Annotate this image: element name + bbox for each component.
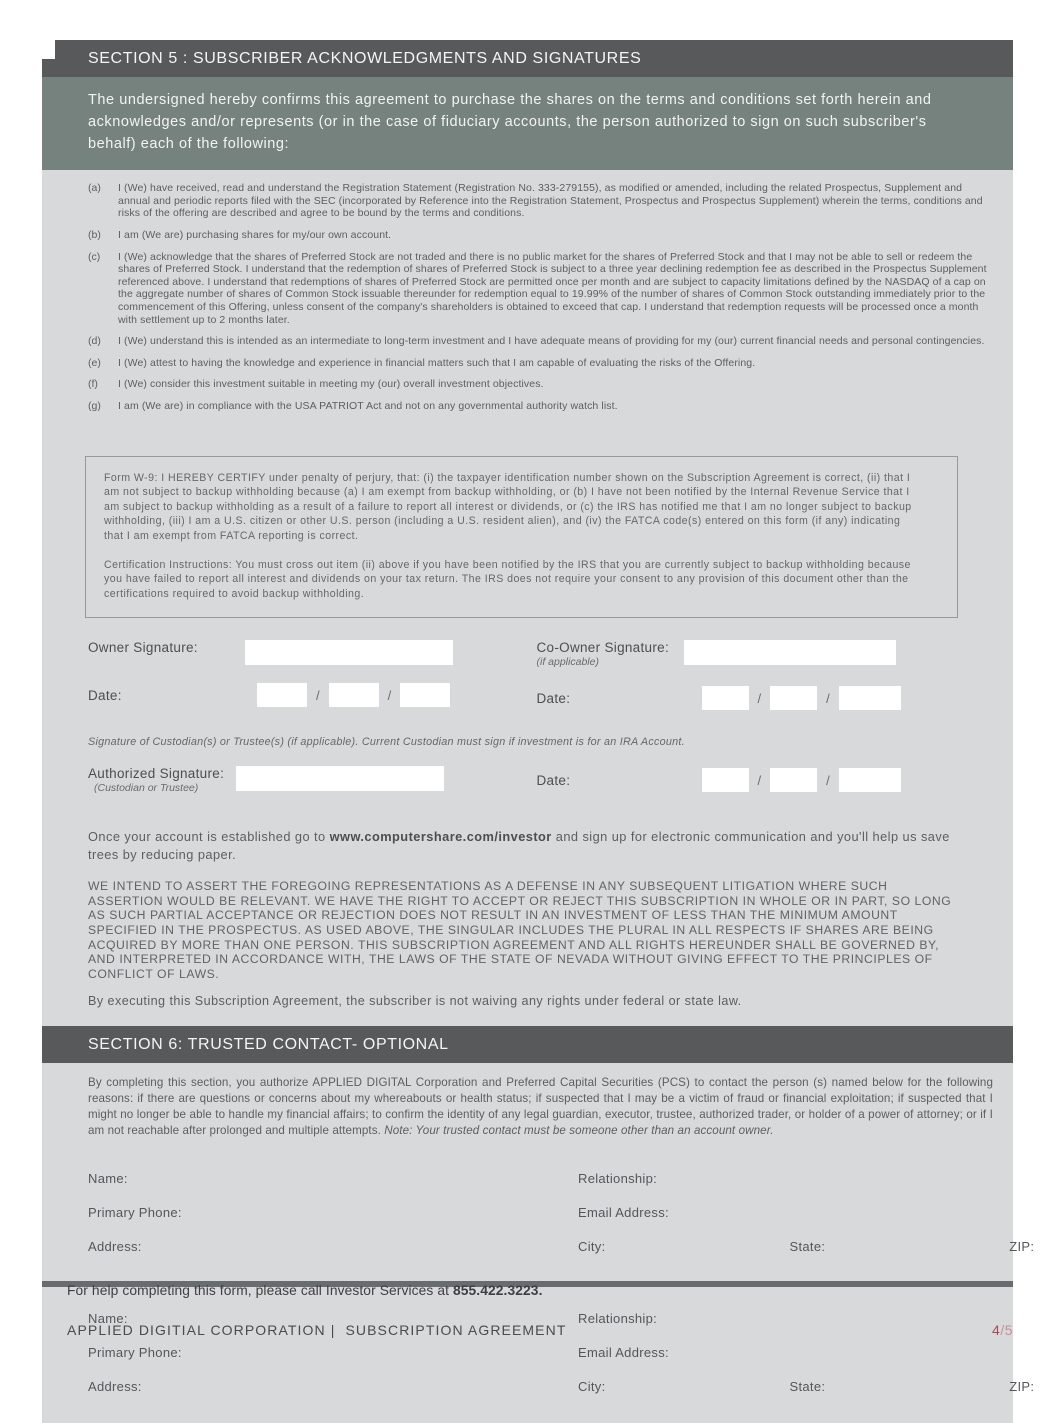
item-label: (c) — [88, 250, 101, 263]
tc1-name-input[interactable] — [136, 1167, 578, 1189]
tc2-city-input[interactable] — [614, 1375, 790, 1397]
authorized-signature-label: Authorized Signature: — [88, 766, 225, 782]
trusted-contact-block-1 — [42, 1147, 1035, 1281]
list-item — [88, 357, 993, 370]
section5-intro: The undersigned hereby confirms this agreement to purchase the shares on the terms and conditions set forth herein and acknowledges and/or represents (or in the case of fiduciary accounts, the person authorized to sign on such subscriber's behalf) each of the following: — [42, 77, 1013, 170]
section6-header — [42, 1026, 1013, 1063]
tc1-address-label: Address: — [88, 1238, 142, 1254]
authorized-date-day-input[interactable] — [770, 768, 817, 792]
item-label: (f) — [88, 378, 98, 391]
tc2-zip-input[interactable] — [1042, 1375, 1055, 1397]
section5-body — [42, 170, 1013, 1026]
tc2-state-label: State: — [789, 1378, 826, 1394]
date-slash: / — [757, 772, 762, 788]
tc1-zip-label: ZIP: — [1009, 1238, 1035, 1254]
owner-signature-label: Owner Signature: — [88, 640, 198, 656]
owner-date-month-input[interactable] — [257, 683, 307, 707]
date-slash: / — [316, 687, 320, 703]
header-corner-notch — [42, 40, 55, 59]
section6-body — [42, 1063, 1035, 1423]
item-label: (a) — [88, 182, 101, 195]
by-executing-line: By executing this Subscription Agreement, the subscriber is not waiving any rights under federal or state law. — [88, 994, 742, 1009]
legal-caps-paragraph: WE INTEND TO ASSERT THE FOREGOING REPRESENTATIONS AS A DEFENSE IN ANY SUBSEQUENT LITIGATION WHERE SUCH ASSERTION WOULD BE RELEVANT. WE HAVE THE RIGHT TO ACCEPT OR REJECT THIS SUBSCRIPTION IN WHOLE OR IN PART, SO LONG AS SUCH PARTIAL ACCEPTANCE OR REJECTION DOES NOT RESULT IN AN INVESTMENT OF LESS THAN THE MINIMUM AMOUNT SPECIFIED IN THE PROSPECTUS. AS USED ABOVE, THE SINGULAR INCLUDES THE PLURAL IN ALL RESPECTS IF SHARES ARE BEING ACQUIRED BY MORE THAN ONE PERSON. THIS SUBSCRIPTION AGREEMENT AND ALL RIGHTS HEREUNDER SHALL BE GOVERNED BY, AND INTERPRETED IN ACCORDANCE WITH, THE LAWS OF THE STATE OF NEVADA WITHOUT GIVING EFFECT TO THE PRINCIPLES OF CONFLICT OF LAWS. — [88, 879, 952, 981]
section6-intro — [42, 1063, 1013, 1147]
tc1-state-input[interactable] — [833, 1235, 1009, 1257]
page-number-total: /5 — [1000, 1322, 1013, 1338]
section5-title: SECTION 5 : SUBSCRIBER ACKNOWLEDGMENTS AND SIGNATURES — [88, 50, 642, 67]
tc1-city-label: City: — [578, 1238, 606, 1254]
owner-signature-column — [88, 628, 507, 710]
list-item — [88, 229, 993, 242]
item-label: (b) — [88, 229, 101, 242]
item-text: I (We) attest to having the knowledge and experience in financial matters such that I am capable of evaluating the risks of the Offering. — [118, 356, 756, 369]
computershare-prefix: Once your account is established go to — [88, 829, 330, 845]
coowner-signature-label: Co-Owner Signature: — [536, 640, 670, 656]
coowner-date-label: Date: — [536, 690, 571, 706]
page-number — [992, 1322, 1013, 1338]
tc2-email-input[interactable] — [677, 1341, 1055, 1363]
date-slash: / — [387, 687, 392, 703]
tc2-name-label: Name: — [88, 1310, 128, 1326]
authorized-date-column — [537, 754, 956, 794]
tc2-email-label: Email Address: — [578, 1344, 669, 1360]
item-text: I (We) have received, read and understand the Registration Statement (Registration No. 333-279155), as modified or amended, including the related Prospectus, Supplement and annual and periodic reports filed with the SEC (incorporated by Reference into the Registration Statement, Prospectus and Prospectus Supplement) wherein the terms, conditions and risks of the offering are described and agree to be bound by the terms and conditions. — [118, 182, 983, 220]
authorized-signature-sublabel: (Custodian or Trustee) — [94, 782, 199, 795]
computershare-url: www.computershare.com/investor — [329, 829, 552, 845]
footer-help-line — [67, 1283, 543, 1298]
w9-certify-paragraph: Form W-9: I HEREBY CERTIFY under penalty of perjury, that: (i) the taxpayer identification number shown on the Subscription Agreement is correct, (ii) that I am not subject to backup withholding because (a) I am exempt from backup withholding, or (b) I have not been notified by the Internal Revenue Service that I am subject to backup withholding as a result of a failure to report all interest or dividends, or (c) the IRS has notified me that I am no longer subject to backup withholding, (iii) I am a U.S. citizen or other U.S. person (including a U.S. resident alien), and (iv) the FATCA code(s) entered on this form (if any) indicating that I am exempt from FATCA reporting is correct. — [104, 471, 912, 542]
tc2-address-input[interactable] — [150, 1375, 578, 1397]
signature-area — [42, 618, 1013, 794]
item-label: (d) — [88, 335, 101, 348]
authorized-date-month-input[interactable] — [702, 768, 749, 792]
coowner-signature-column — [537, 628, 956, 710]
owner-date-day-input[interactable] — [329, 683, 379, 707]
owner-date-label: Date: — [88, 687, 122, 703]
tc1-name-label: Name: — [88, 1170, 128, 1186]
owner-date-year-input[interactable] — [400, 683, 450, 707]
item-text: I (We) acknowledge that the shares of Preferred Stock are not traded and there is no public market for the shares of Preferred Stock and that I may not be able to sell or redeem the shares of Preferred Stock. I understand that the redemption of shares of Preferred Stock is subject to a three year declining redemption fee as described in the Prospectus Supplement referenced above. I understand that redemptions of shares of Preferred Stock are permitted once per month and are subject to capacity limitations defined by the NASDAQ of a cap on the aggregate number of shares of Common Stock issuable thereunder for redemption equal to 19.99% of the number of shares of Common Stock outstanding immediately prior to the commencement of this Offering, unless consent of the company's shareholders is obtained to exceed that cap. I understand that redemption requests will be processed once a month with settlement up to 2 months later. — [118, 250, 987, 326]
computershare-suffix: and sign up for electronic communication and you'll help us save trees by reducing paper. — [88, 829, 950, 863]
footer-brand-line — [67, 1322, 566, 1338]
item-text: I am (We are) purchasing shares for my/our own account. — [118, 229, 392, 242]
item-text: I (We) consider this investment suitable in meeting my (our) overall investment objectives. — [118, 378, 544, 391]
legal-paragraphs — [42, 828, 1013, 1008]
item-text: I (We) understand this is intended as an intermediate to long-term investment and I have adequate means of providing for my (our) current financial needs and personal contingencies. — [118, 335, 985, 348]
footer-doc-title: SUBSCRIPTION AGREEMENT — [345, 1322, 567, 1338]
tc2-state-input[interactable] — [833, 1375, 1009, 1397]
footer-help-prefix: For help completing this form, please call Investor Services at — [67, 1283, 453, 1298]
tc1-zip-input[interactable] — [1042, 1235, 1055, 1257]
acknowledgment-list — [42, 170, 1013, 425]
list-item — [88, 378, 993, 391]
tc2-phone-input[interactable] — [190, 1341, 578, 1363]
item-label: (e) — [88, 356, 101, 369]
tc1-city-input[interactable] — [614, 1235, 790, 1257]
tc1-phone-input[interactable] — [190, 1201, 578, 1223]
w9-instructions-paragraph: Certification Instructions: You must cross out item (ii) above if you have been notified by the IRS that you are currently subject to backup withholding because you have failed to report all interest and dividends on your tax return. The IRS does not require your consent to any provision of this document other than the certifications required to avoid backup withholding. — [104, 558, 911, 600]
tc2-address-label: Address: — [88, 1378, 142, 1394]
date-slash: / — [826, 772, 830, 788]
list-item — [88, 335, 993, 348]
authorized-signature-column — [88, 754, 507, 794]
section6-title: SECTION 6: TRUSTED CONTACT- OPTIONAL — [88, 1036, 449, 1054]
coowner-date-day-input[interactable] — [770, 686, 817, 710]
tc2-relationship-label: Relationship: — [578, 1310, 658, 1326]
coowner-date-month-input[interactable] — [702, 686, 749, 710]
tc2-city-label: City: — [578, 1378, 606, 1394]
list-item — [88, 251, 993, 327]
tc1-state-label: State: — [789, 1238, 826, 1254]
tc2-phone-label: Primary Phone: — [88, 1344, 182, 1360]
authorized-date-year-input[interactable] — [839, 768, 901, 792]
owner-signature-input[interactable] — [245, 640, 453, 665]
computershare-line — [88, 828, 958, 864]
trusted-contact-block-2 — [42, 1287, 1035, 1421]
tc2-zip-label: ZIP: — [1009, 1378, 1035, 1394]
footer-brand-name: APPLIED DIGITIAL CORPORATION — [67, 1322, 326, 1338]
authorized-date-label: Date: — [536, 772, 571, 788]
item-text: I am (We are) in compliance with the USA PATRIOT Act and not on any governmental authority watch list. — [118, 399, 618, 412]
coowner-signature-sublabel: (if applicable) — [536, 656, 599, 669]
list-item — [88, 182, 993, 220]
form-page — [42, 40, 1035, 1423]
coowner-date-year-input[interactable] — [839, 686, 901, 710]
coowner-signature-input[interactable] — [684, 640, 896, 665]
footer-help-phone: 855.422.3223. — [452, 1283, 543, 1298]
tc1-relationship-input[interactable] — [665, 1167, 1055, 1189]
footer-divider: | — [330, 1322, 336, 1338]
item-label: (g) — [88, 399, 101, 412]
custodian-note: Signature of Custodian(s) or Trustee(s) (if applicable). Current Custodian must sign if investment is for an IRA Account. — [88, 736, 685, 749]
authorized-signature-input[interactable] — [236, 766, 444, 791]
tc1-address-input[interactable] — [150, 1235, 578, 1257]
tc1-email-label: Email Address: — [578, 1204, 669, 1220]
section5-header — [42, 40, 1013, 77]
page-number-current: 4 — [992, 1322, 1001, 1338]
section6-intro-text: By completing this section, you authorize APPLIED DIGITAL Corporation and Preferred Capital Securities (PCS) to contact the person (s) named below for the following reasons: if there are questions or concerns about my whereabouts or health status; if suspected that I may be a victim of fraud or financial exploitation; if suspected that I might no longer be able to handle my financial affairs; to confirm the identity of any legal guardian, executor, trustee, authorized trader, or holder of a power of attorney; or if I am not reachable after prolonged and multiple attempts. — [88, 1076, 993, 1138]
list-item — [88, 400, 993, 413]
section6-intro-note: Note: Your trusted contact must be someone other than an account owner. — [384, 1124, 774, 1138]
tc1-relationship-label: Relationship: — [578, 1170, 658, 1186]
date-slash: / — [757, 690, 762, 706]
w9-certification-box — [85, 456, 958, 619]
tc1-email-input[interactable] — [677, 1201, 1055, 1223]
tc1-phone-label: Primary Phone: — [88, 1204, 182, 1220]
date-slash: / — [826, 690, 830, 706]
